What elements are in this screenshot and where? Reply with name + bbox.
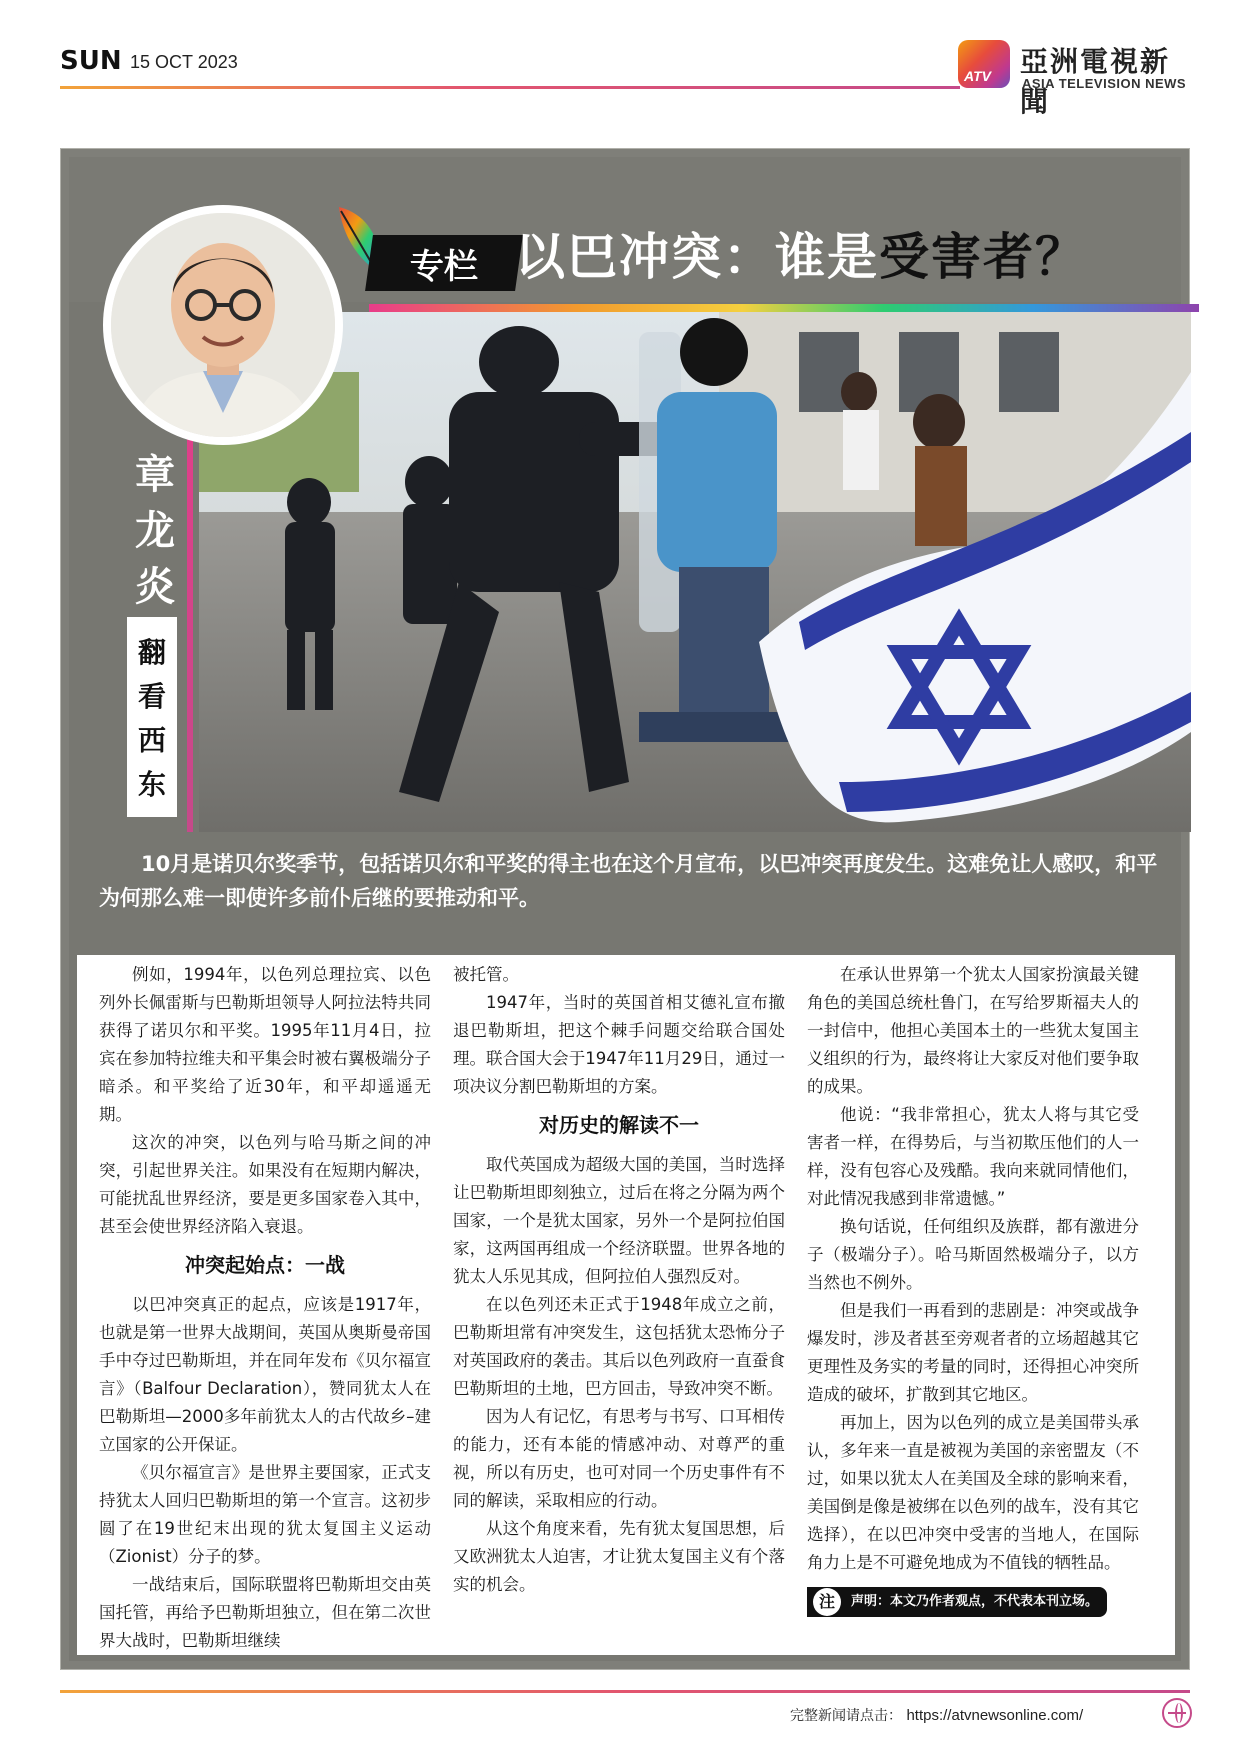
news-photo-drawing	[199, 312, 1191, 832]
paragraph: 在承认世界第一个犹太人国家扮演最关键角色的美国总统杜鲁门，在写给罗斯福夫人的一封信中，他担心美国本土的一些犹太复国主义组织的行为，最终将让大家反对他们要争取的成果。	[807, 965, 1139, 1096]
rainbow-rule	[369, 304, 1199, 312]
article-column-3	[807, 961, 1139, 1617]
paragraph: 因为人有记忆，有思考与书写、口耳相传的能力，还有本能的情感冲动、对尊严的重视，所以有历史，也可对同一个历史事件有不同的解读，采取相应的行动。	[453, 1407, 785, 1510]
paragraph: 被托管。	[453, 965, 519, 984]
headline-part1: 以巴冲突：谁是	[515, 228, 879, 286]
footer-url[interactable]: https://atvnewsonline.com/	[906, 1707, 1084, 1724]
disclaimer-text: 声明：本文乃作者观点，不代表本刊立场。	[851, 1594, 1099, 1609]
paragraph: 在以色列还未正式于1948年成立之前，巴勒斯坦常有冲突发生，这包括犹太恐怖分子对英国政府的袭击。其后以色列政府一直蚕食巴勒斯坦的土地，巴方回击，导致冲突不断。	[453, 1295, 785, 1398]
paragraph: 从这个角度来看，先有犹太复国思想，后又欧洲犹太人迫害，才让犹太复国主义有个落实的机会。	[453, 1519, 785, 1594]
paragraph: 他说：“我非常担心，犹太人将与其它受害者一样，在得势后，与当初欺压他们的人一样，没有包容心及残酷。我向来就同情他们，对此情况我感到非常遗憾。”	[807, 1105, 1139, 1208]
logo-text: ATV	[964, 68, 991, 84]
paragraph: 例如，1994年，以色列总理拉宾、以色列外长佩雷斯与巴勒斯坦领导人阿拉法特共同获得了诺贝尔和平奖。1995年11月4日，拉宾在参加特拉维夫和平集会时被右翼极端分子暗杀。和平奖给了近30年，和平却遥遥无期。	[99, 965, 431, 1124]
column-title: 翻看西东	[127, 617, 177, 817]
disclaimer-note	[807, 1587, 1107, 1617]
author-name: 章龙炎	[135, 452, 175, 610]
article-column-2	[453, 961, 785, 1599]
masthead-date: 15 OCT 2023	[130, 52, 238, 72]
paragraph: 再加上，因为以色列的成立是美国带头承认，多年来一直是被视为美国的亲密盟友（不过，如果以犹太人在美国及全球的影响来看，美国倒是像是被绑在以色列的战车，没有其它选择），在以巴冲突中受害的当地人，在国际角力上是不可避免地成为不值钱的牺牲品。	[807, 1413, 1139, 1572]
footer-label: 完整新闻请点击：	[790, 1708, 902, 1724]
paragraph: 以巴冲突真正的起点，应该是1917年，也就是第一世界大战期间，英国从奥斯曼帝国手中夺过巴勒斯坦，并在同年发布《贝尔福宣言》（Balfour Declaration），赞同犹太人在巴勒斯坦—2000多年前犹太人的古代故乡–建立国家的公开保证。	[99, 1295, 431, 1454]
subheading: 冲突起始点：一战	[185, 1253, 345, 1277]
paragraph: 《贝尔福宣言》是世界主要国家，正式支持犹太人回归巴勒斯坦的第一个宣言。这初步圆了在19世纪末出现的犹太复国主义运动（Zionist）分子的梦。	[99, 1463, 431, 1566]
author-photo	[111, 213, 335, 437]
article-panel	[60, 148, 1190, 1670]
article-body	[77, 955, 1175, 1655]
news-photo	[199, 312, 1191, 832]
paragraph: 1947年，当时的英国首相艾德礼宣布撤退巴勒斯坦，把这个棘手问题交给联合国处理。联合国大会于1947年11月29日，通过一项决议分割巴勒斯坦的方案。	[453, 993, 785, 1096]
subheading: 对历史的解读不一	[539, 1113, 699, 1137]
author-photo-drawing	[111, 213, 335, 437]
note-icon: 注	[813, 1588, 841, 1616]
column-tag-text: 专栏	[410, 246, 478, 287]
paragraph: 一战结束后，国际联盟将巴勒斯坦交由英国托管，再给予巴勒斯坦独立，但在第二次世界大战时，巴勒斯坦继续	[99, 1575, 431, 1650]
paragraph: 这次的冲突，以色列与哈马斯之间的冲突，引起世界关注。如果没有在短期内解决，可能扰乱世界经济，要是更多国家卷入其中，甚至会使世界经济陷入衰退。	[99, 1133, 431, 1236]
masthead-rule	[60, 86, 960, 89]
globe-icon	[1162, 1698, 1192, 1728]
article-column-1	[99, 961, 431, 1655]
paragraph: 但是我们一再看到的悲剧是：冲突或战争爆发时，涉及者甚至旁观者者的立场超越其它更理性及务实的考量的同时，还得担心冲突所造成的破坏，扩散到其它地区。	[807, 1301, 1139, 1404]
panel-inner	[69, 157, 1181, 1661]
headline-part2: 受害者？	[879, 228, 1087, 286]
lede-paragraph: 10月是诺贝尔奖季节，包括诺贝尔和平奖的得主也在这个月宣布，以巴冲突再度发生。这难免让人感叹，和平为何那么难一即使许多前仆后继的要推动和平。	[99, 852, 1158, 910]
brand-name-cn: 亞洲電視新聞	[1020, 45, 1171, 118]
brand-name-en: ASIA TELEVISION NEWS	[1022, 76, 1187, 91]
atv-logo-icon	[958, 40, 1010, 88]
column-tag	[365, 235, 523, 291]
masthead-day: SUN	[60, 46, 122, 76]
headline	[515, 217, 1087, 289]
footer-link[interactable]	[790, 1705, 1083, 1725]
paragraph: 换句话说，任何组织及族群，都有激进分子（极端分子）。哈马斯固然极端分子，以方当然也不例外。	[807, 1217, 1139, 1292]
paragraph: 取代英国成为超级大国的美国，当时选择让巴勒斯坦即刻独立，过后在将之分隔为两个国家，一个是犹太国家，另外一个是阿拉伯国家，这两国再组成一个经济联盟。世界各地的犹太人乐见其成，但阿拉伯人强烈反对。	[453, 1155, 785, 1286]
author-portrait	[103, 205, 343, 445]
masthead	[60, 40, 1190, 118]
footer-rule	[60, 1690, 1190, 1693]
